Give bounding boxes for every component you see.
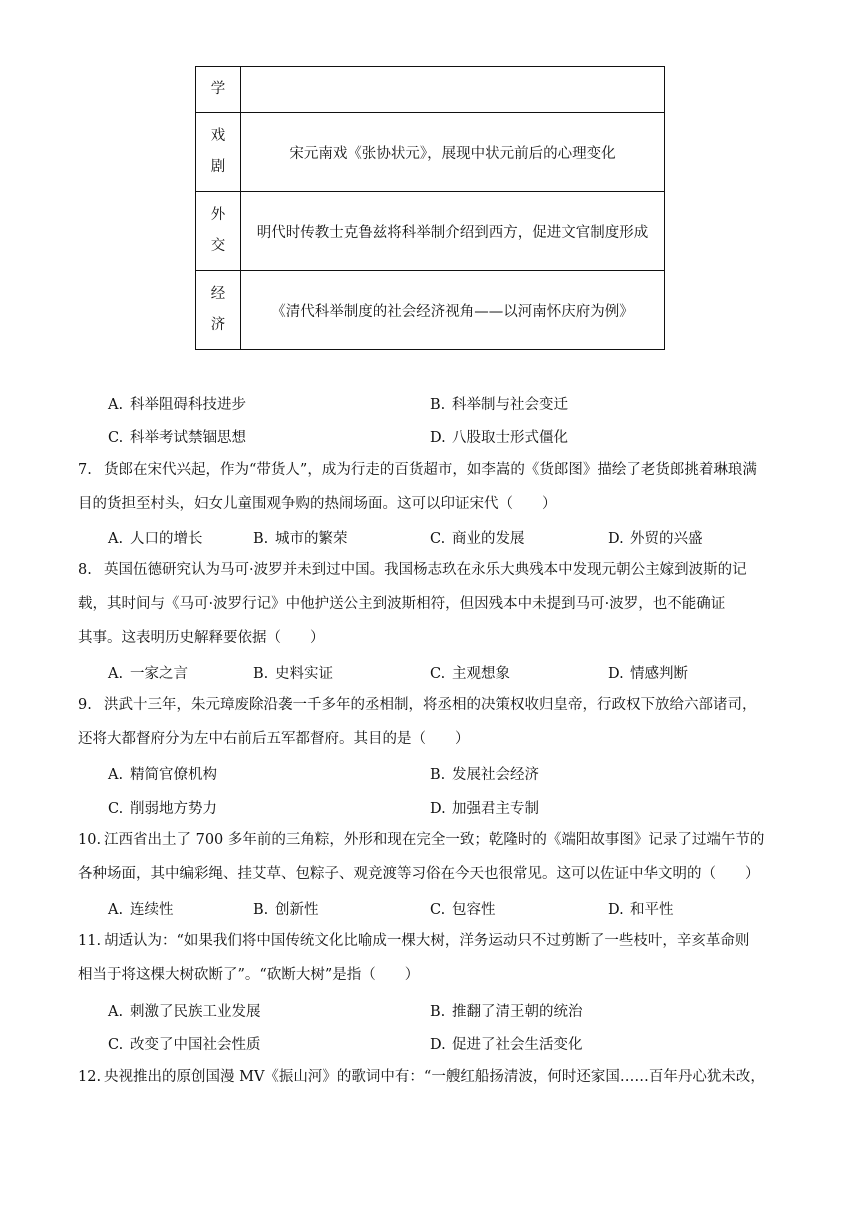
option-b[interactable]: B. 城市的繁荣 — [253, 531, 348, 547]
table-value-cell — [241, 67, 665, 113]
table-key-cell: 外 交 — [196, 192, 241, 271]
question-7 — [78, 453, 788, 521]
question-number: 12. — [78, 1069, 102, 1085]
table-row — [196, 271, 665, 350]
question-line: 目的货担至村头，妇女儿童围观争购的热闹场面。这可以印证宋代（ ） — [78, 496, 557, 512]
question-8 — [78, 553, 788, 655]
question-line: 货郎在宋代兴起，作为“带货人”，成为行走的百货超市，如李嵩的《货郎图》描绘了老货郎挑着琳琅满 — [104, 462, 757, 478]
question-line: 其事。这表明历史解释要依据（ ） — [78, 630, 325, 646]
option-c[interactable]: C. 包容性 — [430, 902, 496, 918]
question-line: 相当于将这棵大树砍断了”。“砍断大树”是指（ ） — [78, 967, 420, 983]
question-number: 10. — [78, 832, 102, 848]
option-a[interactable]: A. 刺激了民族工业发展 — [108, 1004, 261, 1020]
exam-table — [195, 66, 665, 350]
option-c[interactable]: C. 主观想象 — [430, 666, 510, 682]
option-d[interactable]: D. 八股取士形式僵化 — [430, 430, 568, 446]
table-row — [196, 67, 665, 113]
question-line: 江西省出土了 700 多年前的三角粽，外形和现在完全一致；乾隆时的《端阳故事图》记录了过端午节的 — [104, 832, 765, 848]
question-line: 载，其时间与《马可·波罗行记》中他护送公主到波斯相符，但因残本中未提到马可·波罗，也不能确证 — [78, 596, 726, 612]
table-row — [196, 192, 665, 271]
option-b[interactable]: B. 推翻了清王朝的统治 — [430, 1004, 583, 1020]
question-number: 11. — [78, 933, 102, 949]
question-line: 洪武十三年，朱元璋废除沿袭一千多年的丞相制，将丞相的决策权收归皇帝，行政权下放给六部诸司， — [104, 697, 757, 713]
option-a[interactable]: A. 精简官僚机构 — [108, 767, 217, 783]
table-key-cell: 戏 剧 — [196, 113, 241, 192]
option-d[interactable]: D. 外贸的兴盛 — [608, 531, 703, 547]
option-a[interactable]: A. 一家之言 — [108, 666, 188, 682]
question-line: 各种场面，其中编彩绳、挂艾草、包粽子、观竞渡等习俗在今天也很常见。这可以佐证中华文明的（ ） — [78, 866, 760, 882]
option-d[interactable]: D. 加强君主专制 — [430, 801, 539, 817]
option-b[interactable]: B. 科举制与社会变迁 — [430, 397, 568, 413]
table-value-cell: 宋元南戏《张协状元》，展现中状元前后的心理变化 — [241, 113, 665, 192]
question-number: 7. — [78, 462, 92, 478]
option-b[interactable]: B. 发展社会经济 — [430, 767, 539, 783]
option-a[interactable]: A. 人口的增长 — [108, 531, 203, 547]
option-b[interactable]: B. 创新性 — [253, 902, 319, 918]
option-d[interactable]: D. 促进了社会生活变化 — [430, 1037, 583, 1053]
option-a[interactable]: A. 连续性 — [108, 902, 174, 918]
table-row — [196, 113, 665, 192]
option-d[interactable]: D. 和平性 — [608, 902, 674, 918]
table-value-cell: 《清代科举制度的社会经济视角——以河南怀庆府为例》 — [241, 271, 665, 350]
table-key-cell: 学 — [196, 67, 241, 113]
option-d[interactable]: D. 情感判断 — [608, 666, 688, 682]
option-c[interactable]: C. 科举考试禁锢思想 — [108, 430, 246, 446]
option-c[interactable]: C. 改变了中国社会性质 — [108, 1037, 261, 1053]
question-line: 央视推出的原创国漫 MV《振山河》的歌词中有：“一艘红船扬清波，何时还家国……百年丹心犹未改， — [104, 1069, 765, 1085]
table-value-cell: 明代时传教士克鲁兹将科举制介绍到西方，促进文官制度形成 — [241, 192, 665, 271]
question-9 — [78, 688, 788, 756]
option-a[interactable]: A. 科举阻碍科技进步 — [108, 397, 246, 413]
question-number: 8. — [78, 562, 92, 578]
question-12 — [78, 1060, 798, 1094]
question-line: 胡适认为：“如果我们将中国传统文化比喻成一棵大树，洋务运动只不过剪断了一些枝叶，辛亥革命则 — [104, 933, 750, 949]
option-b[interactable]: B. 史料实证 — [253, 666, 333, 682]
question-number: 9. — [78, 697, 92, 713]
option-c[interactable]: C. 削弱地方势力 — [108, 801, 217, 817]
table-key-cell: 经 济 — [196, 271, 241, 350]
question-line: 英国伍德研究认为马可·波罗并未到过中国。我国杨志玖在永乐大典残本中发现元朝公主嫁到波斯的记 — [104, 562, 747, 578]
question-line: 还将大都督府分为左中右前后五军都督府。其目的是（ ） — [78, 731, 470, 747]
option-c[interactable]: C. 商业的发展 — [430, 531, 525, 547]
question-10 — [78, 823, 788, 891]
question-11 — [78, 924, 788, 992]
